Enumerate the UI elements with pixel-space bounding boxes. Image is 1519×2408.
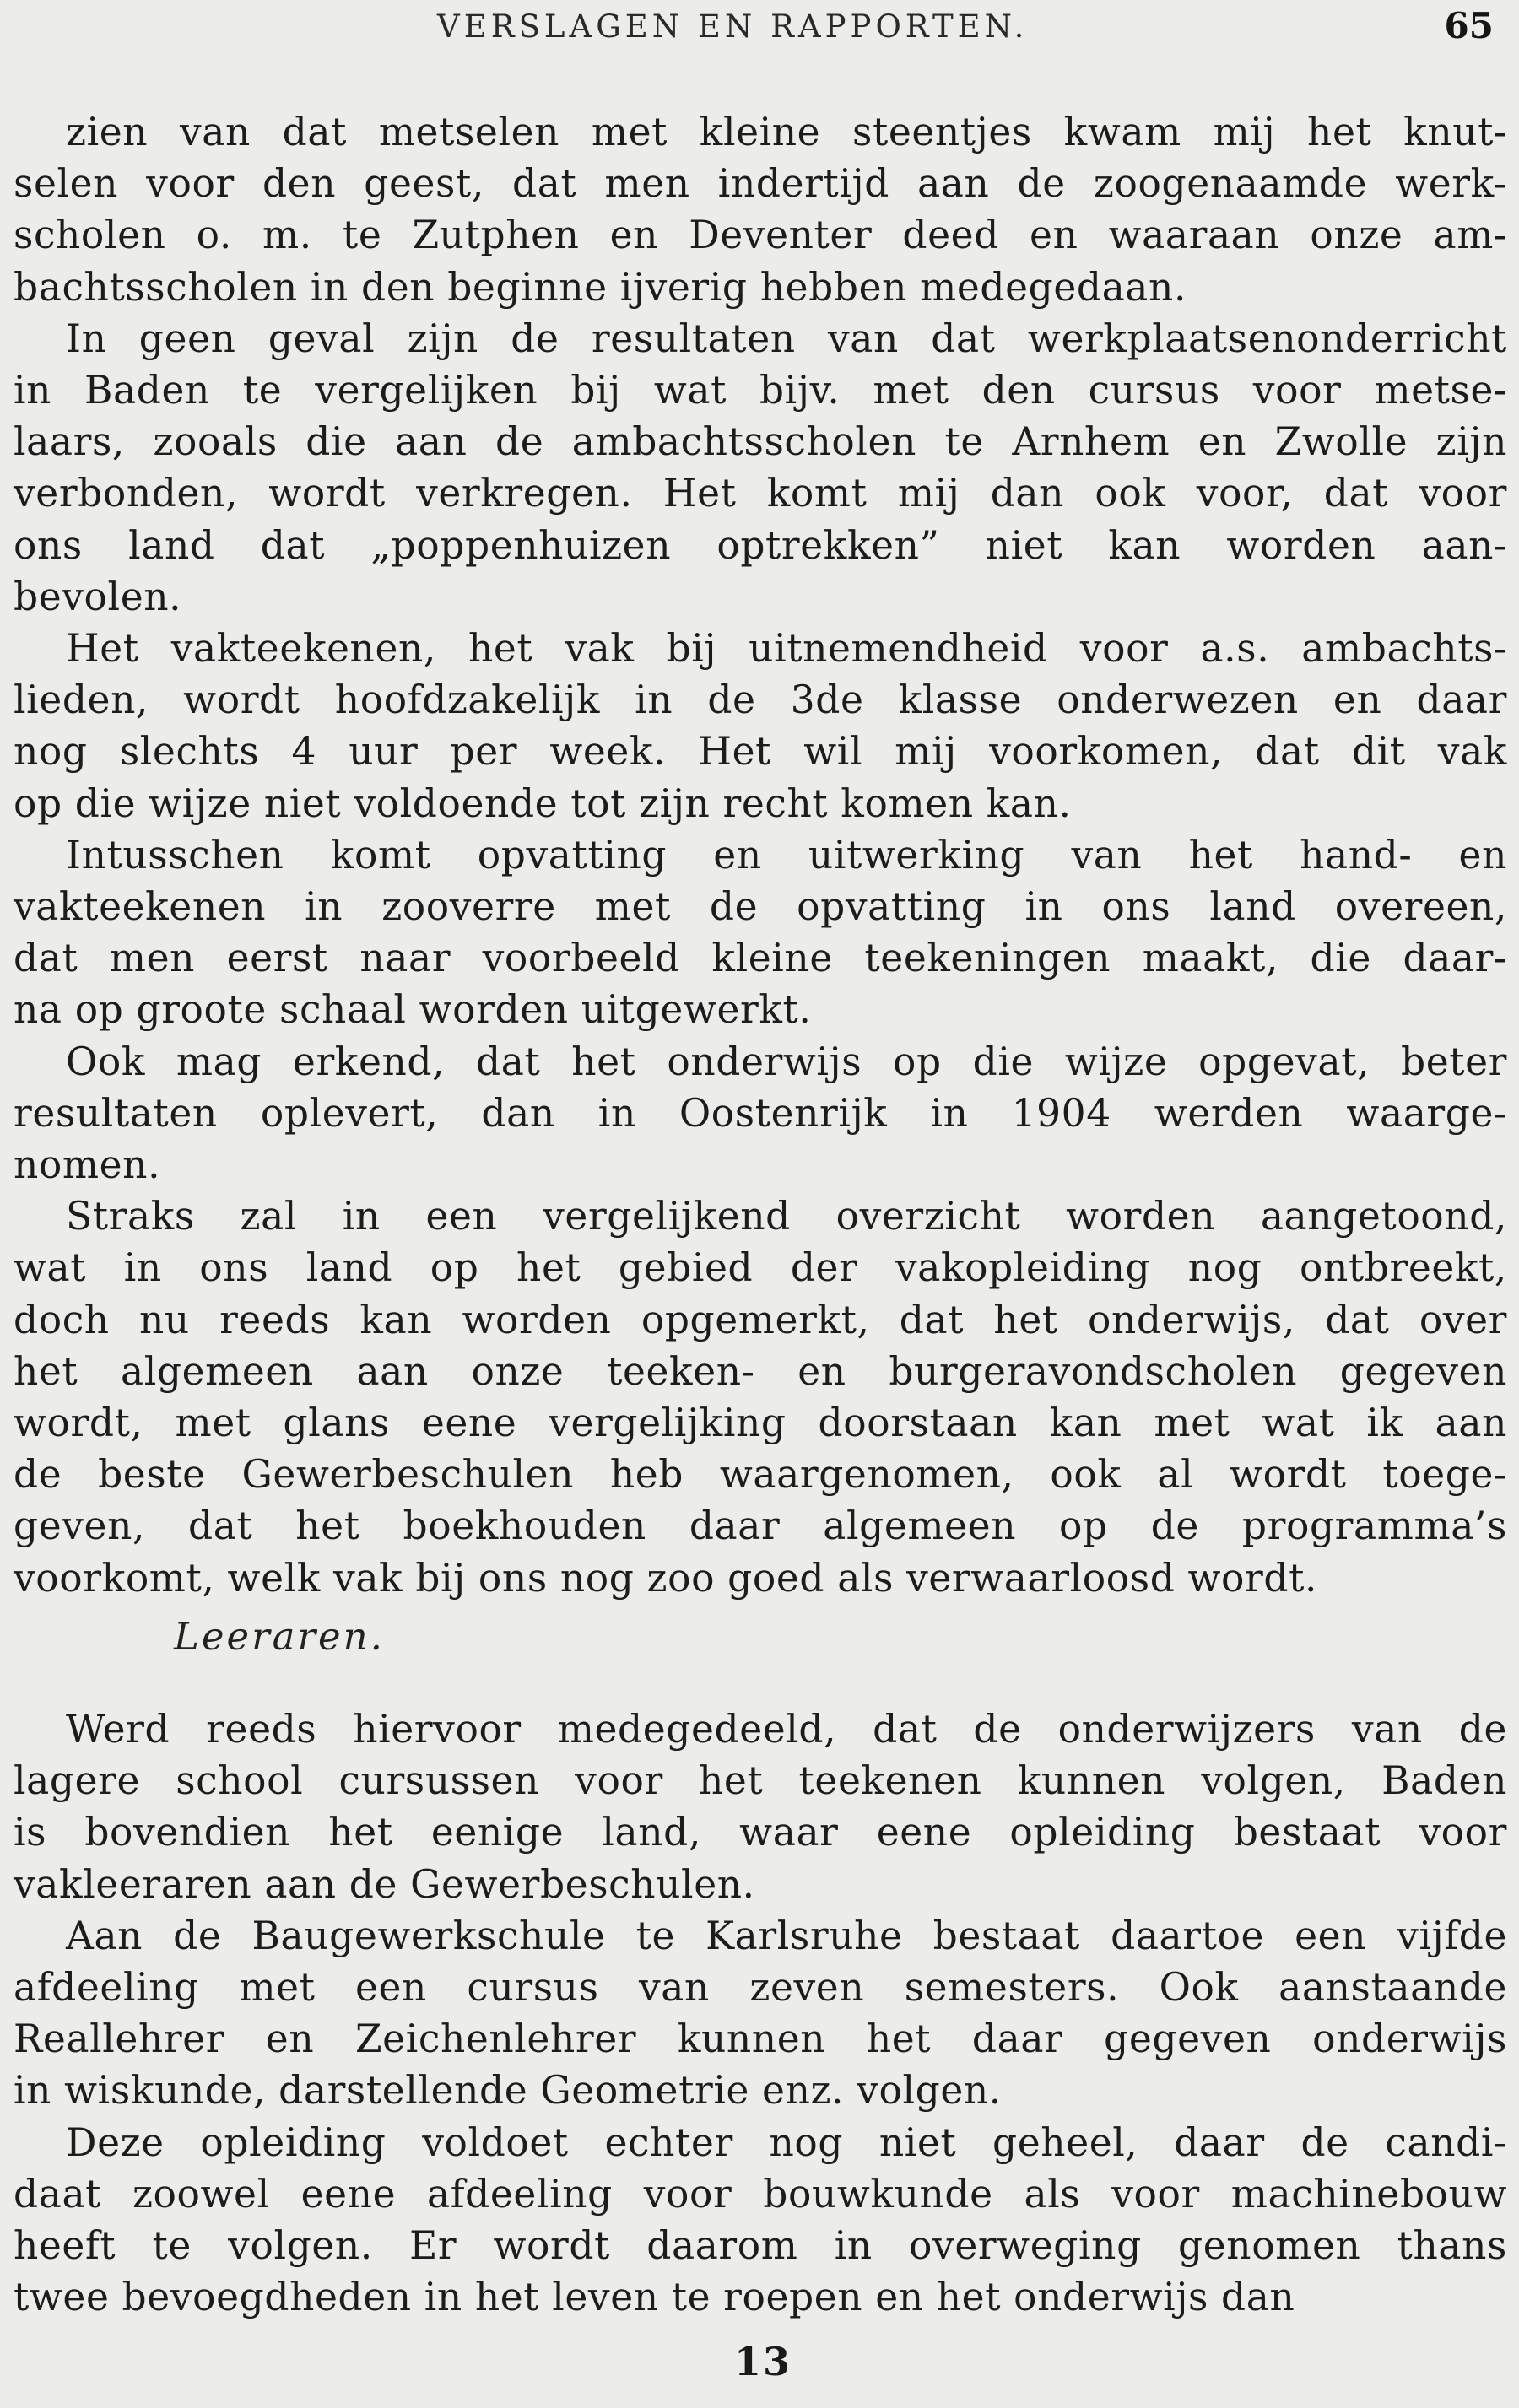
signature-mark: 13 (734, 2339, 792, 2384)
running-title: VERSLAGEN EN RAPPORTEN. (437, 8, 1029, 45)
paragraph (14, 2117, 1507, 2324)
running-head (0, 5, 1519, 56)
text-line: Ook mag erkend, dat het onderwijs op die wijze opgevat, beter (66, 1039, 1507, 1084)
paragraph (14, 623, 1507, 829)
paragraph (14, 1703, 1507, 1910)
text-line: verbonden, wordt verkregen. Het komt mij dan ook voor, dat voor (14, 471, 1507, 516)
text-line: Aan de Baugewerkschule te Karlsruhe bestaat daartoe een vijfde (66, 1913, 1507, 1958)
text-line: afdeeling met een cursus van zeven semesters. Ook aanstaande (14, 1965, 1507, 2011)
text-line: in wiskunde, darstellende Geometrie enz. volgen. (14, 2068, 1002, 2114)
text-line: de beste Gewerbeschulen heb waargenomen, ook al wordt toege- (14, 1452, 1507, 1498)
text-line: wordt, met glans eene vergelijking doorstaan kan met wat ik aan (14, 1401, 1507, 1446)
text-line: daat zoowel eene afdeeling voor bouwkunde als voor machinebouw (14, 2171, 1507, 2216)
text-line: is bovendien het eenige land, waar eene opleiding bestaat voor (14, 1810, 1507, 1855)
text-line: lagere school cursussen voor het teekenen kunnen volgen, Baden (14, 1758, 1507, 1804)
text-line: zien van dat metselen met kleine steentjes kwam mij het knut- (66, 110, 1507, 154)
section-heading: Leeraren. (174, 1614, 385, 1659)
text-line: heeft te volgen. Er wordt daarom in overweging genomen thans (14, 2223, 1507, 2269)
paragraph (14, 106, 1507, 313)
paragraph (14, 1191, 1507, 1604)
text-line: nomen. (14, 1142, 161, 1188)
text-line: lieden, wordt hoofdzakelijk in de 3de klasse onderwezen en daar (14, 678, 1507, 723)
page-number: 65 (1444, 5, 1494, 46)
text-line: geven, dat het boekhouden daar algemeen op de programma’s (14, 1504, 1507, 1549)
text-line: wat in ons land op het gebied der vakopleiding nog ontbreekt, (14, 1245, 1507, 1291)
text-line: In geen geval zijn de resultaten van dat werkplaatsenonderricht (66, 316, 1507, 361)
text-line: in Baden te vergelijken bij wat bijv. met den cursus voor metse- (14, 368, 1507, 413)
text-line: Werd reeds hiervoor medegedeeld, dat de onderwijzers van de (66, 1707, 1507, 1752)
text-line: laars, zooals die aan de ambachtsscholen te Arnhem en Zwolle zijn (14, 419, 1507, 465)
text-line: selen voor den geest, dat men indertijd aan de zoogenaamde werk- (14, 161, 1507, 207)
text-line: Straks zal in een vergelijkend overzicht worden aangetoond, (66, 1194, 1507, 1239)
text-line: resultaten oplevert, dan in Oostenrijk in 1904 werden waarge- (14, 1090, 1507, 1136)
text-line: bachtsscholen in den beginne ijverig hebben medegedaan. (14, 264, 1187, 310)
text-line: vakteekenen in zooverre met de opvatting in ons land overeen, (14, 884, 1507, 930)
text-line: na op groote schaal worden uitgewerkt. (14, 987, 812, 1033)
body-text-upper (14, 106, 1507, 1604)
paragraph (14, 1910, 1507, 2117)
paragraph (14, 313, 1507, 623)
text-line: Reallehrer en Zeichenlehrer kunnen het daar gegeven onderwijs (14, 2017, 1507, 2062)
text-line: nog slechts 4 uur per week. Het wil mij voorkomen, dat dit vak (14, 729, 1507, 775)
text-line: voorkomt, welk vak bij ons nog zoo goed als verwaarloosd wordt. (14, 1555, 1318, 1601)
paragraph (14, 829, 1507, 1036)
text-line: Het vakteekenen, het vak bij uitnemendheid voor a.s. ambachts- (66, 626, 1507, 672)
text-line: dat men eerst naar voorbeeld kleine teekeningen maakt, die daar- (14, 936, 1507, 981)
text-line: scholen o. m. te Zutphen en Deventer deed en waaraan onze am- (14, 213, 1507, 258)
text-line: bevolen. (14, 574, 182, 619)
text-line: op die wijze niet voldoende tot zijn recht komen kan. (14, 780, 1072, 826)
text-line: doch nu reeds kan worden opgemerkt, dat het onderwijs, dat over (14, 1297, 1507, 1342)
text-line: twee bevoegdheden in het leven te roepen en het onderwijs dan (14, 2275, 1295, 2320)
paragraph (14, 1036, 1507, 1191)
text-line: Intusschen komt opvatting en uitwerking van het hand- en (66, 832, 1507, 877)
body-text-lower (14, 1703, 1507, 2323)
text-line: vakleeraren aan de Gewerbeschulen. (14, 1861, 755, 1907)
text-line: Deze opleiding voldoet echter nog niet geheel, daar de candi- (66, 2119, 1507, 2165)
text-line: ons land dat „poppenhuizen optrekken” niet kan worden aan- (14, 522, 1507, 568)
text-line: het algemeen aan onze teeken- en burgeravondscholen gegeven (14, 1348, 1507, 1394)
